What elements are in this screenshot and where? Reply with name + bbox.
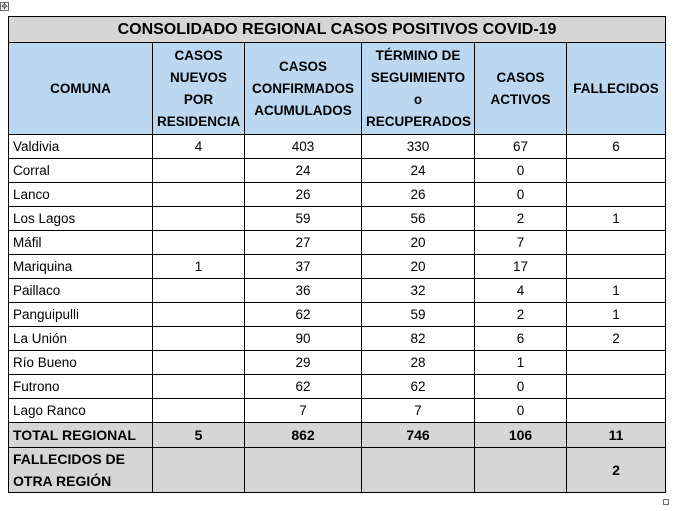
cell-fallecidos	[567, 231, 666, 255]
table-row	[9, 135, 666, 159]
header-fallecidos-line: FALLECIDOS	[573, 80, 659, 96]
table-row	[9, 207, 666, 231]
cell-casos-nuevos	[153, 207, 245, 231]
header-recuperados	[362, 43, 475, 135]
cell-casos-activos: 0	[475, 183, 567, 207]
cell-casos-activos: 17	[475, 255, 567, 279]
cell-casos-confirmados: 62	[245, 303, 362, 327]
cell-casos-confirmados: 37	[245, 255, 362, 279]
cell-casos-nuevos	[153, 399, 245, 423]
table-row	[9, 231, 666, 255]
cell-casos-confirmados: 26	[245, 183, 362, 207]
cell-recuperados: 62	[362, 375, 475, 399]
cell-casos-activos: 2	[475, 303, 567, 327]
cell-fallecidos: 1	[567, 303, 666, 327]
header-comuna	[9, 43, 153, 135]
cell-fallecidos: 6	[567, 135, 666, 159]
cell-recuperados: 7	[362, 399, 475, 423]
table-row	[9, 183, 666, 207]
cell-comuna: Lago Ranco	[9, 399, 153, 423]
other-region-cell-empty	[153, 448, 245, 493]
cell-fallecidos	[567, 399, 666, 423]
cell-casos-activos: 6	[475, 327, 567, 351]
header-casos-nuevos-line: RESIDENCIA	[157, 113, 241, 129]
header-casos-nuevos-line: CASOS	[174, 47, 223, 63]
cell-casos-activos: 2	[475, 207, 567, 231]
cell-fallecidos	[567, 255, 666, 279]
cell-comuna: Río Bueno	[9, 351, 153, 375]
cell-casos-activos: 0	[475, 399, 567, 423]
header-casos-confirmados-line: CONFIRMADOS	[252, 80, 354, 96]
cell-comuna: Panguipulli	[9, 303, 153, 327]
cell-casos-confirmados: 90	[245, 327, 362, 351]
header-casos-nuevos	[153, 43, 245, 135]
header-casos-confirmados-line: ACUMULADOS	[254, 102, 352, 118]
header-casos-confirmados	[245, 43, 362, 135]
header-comuna-line: COMUNA	[50, 80, 111, 96]
table-row	[9, 351, 666, 375]
cell-casos-activos: 0	[475, 159, 567, 183]
cell-fallecidos	[567, 183, 666, 207]
cell-fallecidos	[567, 351, 666, 375]
total-fallecidos: 11	[567, 423, 666, 448]
cell-recuperados: 330	[362, 135, 475, 159]
cell-fallecidos	[567, 375, 666, 399]
cell-recuperados: 20	[362, 231, 475, 255]
cell-casos-nuevos: 4	[153, 135, 245, 159]
cell-casos-activos: 0	[475, 375, 567, 399]
cell-recuperados: 82	[362, 327, 475, 351]
cell-casos-confirmados: 59	[245, 207, 362, 231]
cell-casos-confirmados: 403	[245, 135, 362, 159]
cell-casos-confirmados: 27	[245, 231, 362, 255]
cell-comuna: La Unión	[9, 327, 153, 351]
table-row	[9, 399, 666, 423]
cell-fallecidos: 1	[567, 207, 666, 231]
cell-recuperados: 26	[362, 183, 475, 207]
total-casos-nuevos: 5	[153, 423, 245, 448]
cell-casos-activos: 67	[475, 135, 567, 159]
cell-recuperados: 32	[362, 279, 475, 303]
header-fallecidos	[567, 43, 666, 135]
header-row	[9, 43, 666, 135]
cell-casos-confirmados: 24	[245, 159, 362, 183]
header-casos-nuevos-line: NUEVOS	[169, 69, 227, 85]
header-casos-activos-line: ACTIVOS	[490, 91, 551, 107]
header-casos-confirmados-line: CASOS	[278, 58, 327, 74]
other-region-label-line-1: FALLECIDOS DE	[13, 451, 126, 467]
cell-comuna: Máfil	[9, 231, 153, 255]
cell-casos-activos: 1	[475, 351, 567, 375]
cell-casos-activos: 4	[475, 279, 567, 303]
cell-casos-activos: 7	[475, 231, 567, 255]
cell-casos-nuevos	[153, 375, 245, 399]
cell-fallecidos: 1	[567, 279, 666, 303]
cell-casos-nuevos	[153, 183, 245, 207]
cell-comuna: Los Lagos	[9, 207, 153, 231]
cell-recuperados: 56	[362, 207, 475, 231]
table-move-handle-icon[interactable]: ✥	[1, 2, 8, 11]
cell-comuna: Futrono	[9, 375, 153, 399]
cell-comuna: Corral	[9, 159, 153, 183]
table-row	[9, 159, 666, 183]
header-casos-activos	[475, 43, 567, 135]
table-row	[9, 375, 666, 399]
cell-recuperados: 59	[362, 303, 475, 327]
table-row	[9, 327, 666, 351]
cell-comuna: Paillaco	[9, 279, 153, 303]
other-region-label	[9, 448, 153, 493]
cell-comuna: Valdivia	[9, 135, 153, 159]
cell-casos-confirmados: 62	[245, 375, 362, 399]
cell-fallecidos	[567, 159, 666, 183]
total-recuperados: 746	[362, 423, 475, 448]
cell-casos-nuevos	[153, 303, 245, 327]
cell-casos-nuevos	[153, 351, 245, 375]
cell-casos-confirmados: 36	[245, 279, 362, 303]
other-region-row	[9, 448, 666, 493]
other-region-fallecidos: 2	[567, 448, 666, 493]
cell-casos-nuevos	[153, 231, 245, 255]
cell-recuperados: 24	[362, 159, 475, 183]
cell-recuperados: 28	[362, 351, 475, 375]
other-region-cell-empty	[362, 448, 475, 493]
cell-fallecidos: 2	[567, 327, 666, 351]
cell-casos-confirmados: 7	[245, 399, 362, 423]
header-recuperados-line: o	[413, 91, 423, 107]
header-recuperados-line: TÉRMINO DE	[375, 47, 461, 63]
cell-casos-nuevos	[153, 327, 245, 351]
total-casos-confirmados: 862	[245, 423, 362, 448]
cell-casos-nuevos	[153, 159, 245, 183]
cell-recuperados: 20	[362, 255, 475, 279]
table-title: CONSOLIDADO REGIONAL CASOS POSITIVOS COVID-19	[9, 17, 666, 43]
other-region-cell-empty	[475, 448, 567, 493]
cell-comuna: Mariquina	[9, 255, 153, 279]
cell-casos-nuevos	[153, 279, 245, 303]
cell-casos-confirmados: 29	[245, 351, 362, 375]
cell-casos-nuevos: 1	[153, 255, 245, 279]
total-casos-activos: 106	[475, 423, 567, 448]
header-recuperados-line: RECUPERADOS	[366, 113, 472, 129]
header-casos-activos-line: CASOS	[496, 69, 545, 85]
table-row	[9, 255, 666, 279]
total-comuna: TOTAL REGIONAL	[9, 423, 153, 448]
other-region-label-line-2: OTRA REGIÓN	[13, 473, 112, 489]
table-resize-handle[interactable]	[663, 499, 669, 505]
table-row	[9, 303, 666, 327]
header-recuperados-line: SEGUIMIENTO	[370, 69, 466, 85]
cell-comuna: Lanco	[9, 183, 153, 207]
other-region-cell-empty	[245, 448, 362, 493]
header-casos-nuevos-line: POR	[183, 91, 214, 107]
total-row	[9, 423, 666, 448]
table-row	[9, 279, 666, 303]
covid-regional-table	[8, 16, 666, 493]
